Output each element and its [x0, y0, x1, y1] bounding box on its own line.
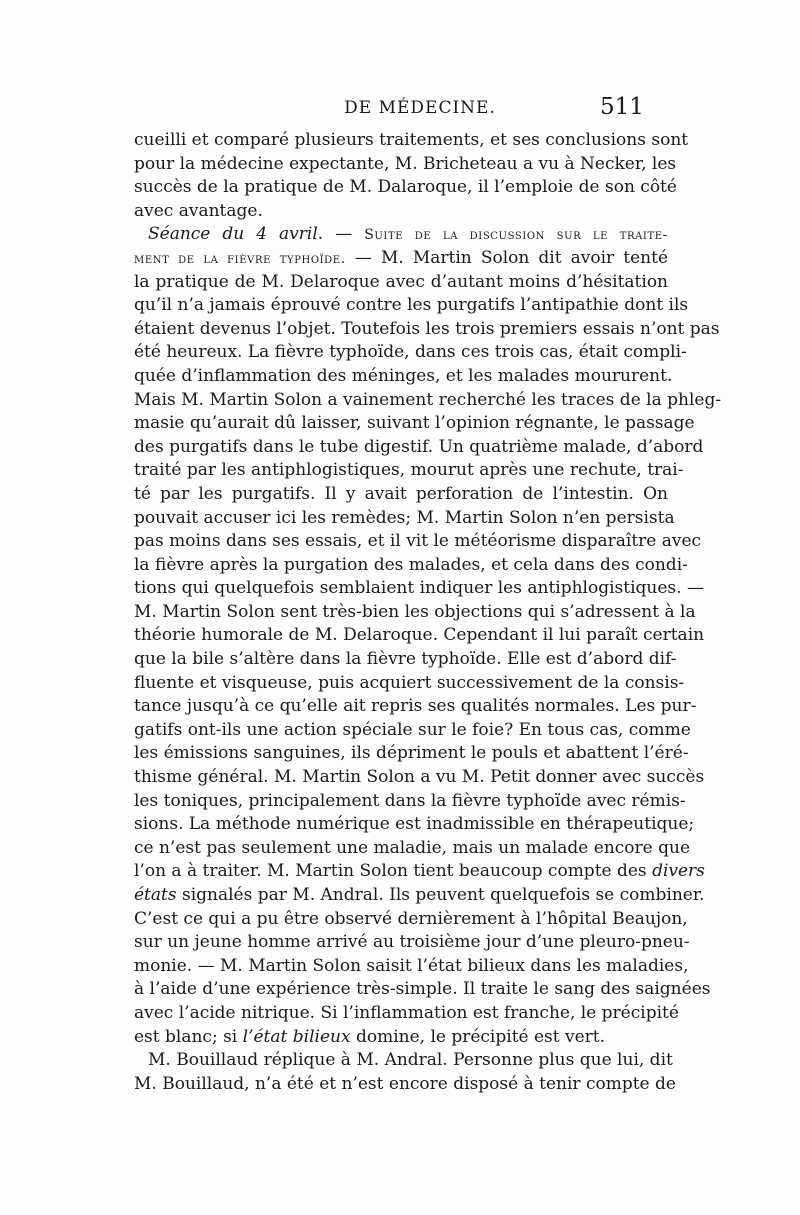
text-line: qu’il n’a jamais éprouvé contre les purgatifs l’antipathie dont ils: [134, 295, 689, 316]
text-line: avec l’acide nitrique. Si l’inflammation est franche, le précipité: [134, 1002, 679, 1023]
text-line: C’est ce qui a pu être observé dernièrement à l’hôpital Beaujon,: [134, 908, 688, 929]
text-line: [134, 1026, 668, 1050]
text-line: M. Bouillaud, n’a été et n’est encore disposé à tenir compte de: [134, 1073, 676, 1094]
text-line: étaient devenus l’objet. Toutefois les trois premiers essais n’ont pas: [134, 318, 720, 339]
text-line: thisme général. M. Martin Solon a vu M. Petit donner avec succès: [134, 767, 705, 788]
text-line: les émissions sanguines, ils dépriment le pouls et abattent l’éré-: [134, 743, 689, 764]
text-line: la pratique de M. Delaroque avec d’autant moins d’hésitation: [134, 271, 668, 292]
text-run: domine, le précipité est vert.: [350, 1026, 606, 1047]
text-line: pouvait accuser ici les remèdes; M. Martin Solon n’en persista: [134, 507, 675, 528]
text-line: fluente et visqueuse, puis acquiert successivement de la consis-: [134, 672, 685, 693]
text-line: té par les purgatifs. Il y avait perforation de l’intestin. On: [134, 483, 668, 504]
separator-dash: —: [323, 224, 365, 245]
text-line: théorie humorale de M. Delaroque. Cependant il lui paraît certain: [134, 625, 705, 646]
text-line: ce n’est pas seulement une maladie, mais un malade encore que: [134, 837, 691, 858]
body-text: [134, 129, 722, 1096]
text-line: été heureux. La fièvre typhoïde, dans ces trois cas, était compli-: [134, 342, 687, 363]
text-line: tance jusqu’à ce qu’elle ait repris ses qualités normales. Les pur-: [134, 696, 697, 717]
session-topic-continued: ment de la fièvre typhoïde.: [134, 250, 346, 267]
text-line-session-heading: [134, 247, 668, 271]
italic-run: divers: [652, 861, 705, 882]
text-line: monie. — M. Martin Solon saisit l’état bilieux dans les maladies,: [134, 955, 689, 976]
text-line: des purgatifs dans le tube digestif. Un quatrième malade, d’abord: [134, 436, 704, 457]
text-line: les toniques, principalement dans la fièvre typhoïde avec rémis-: [134, 790, 686, 811]
text-line: pas moins dans ses essais, et il vit le météorisme disparaître avec: [134, 531, 702, 552]
text-line: sur un jeune homme arrivé au troisième jour d’une pleuro-pneu-: [134, 932, 690, 953]
italic-run: l’état bilieux: [242, 1026, 351, 1047]
text-line-session-heading: [134, 223, 668, 247]
text-line: avec avantage.: [134, 200, 263, 221]
text-line: sions. La méthode numérique est inadmissible en thérapeutique;: [134, 814, 695, 835]
running-title: DE MÉDECINE.: [344, 98, 496, 118]
page-number: 511: [600, 94, 644, 120]
text-line: tions qui quelquefois semblaient indiquer les antiphlogistiques. —: [134, 578, 704, 599]
text-line: [134, 884, 705, 908]
text-line: gatifs ont-ils une action spéciale sur le foie? En tous cas, comme: [134, 719, 691, 740]
text-run: signalés par M. Andral. Ils peuvent quelquefois se combiner.: [176, 885, 705, 905]
text-line: cueilli et comparé plusieurs traitements, et ses conclusions sont: [134, 130, 689, 150]
session-topic: Suite de la discussion sur le traite-: [364, 227, 668, 244]
text-line: masie qu’aurait dû laisser, suivant l’opinion régnante, le passage: [134, 413, 695, 434]
session-date: Séance du 4 avril.: [148, 224, 324, 245]
italic-run: états: [134, 885, 177, 905]
text-line: succès de la pratique de M. Dalaroque, il l’emploie de son côté: [134, 177, 677, 198]
text-line: pour la médecine expectante, M. Bricheteau a vu à Necker, les: [134, 153, 677, 174]
text-line: [134, 860, 705, 884]
text-line: quée d’inflammation des méninges, et les malades moururent.: [134, 365, 673, 386]
text-run: l’on a à traiter. M. Martin Solon tient beaucoup compte des: [134, 861, 653, 882]
page-header: [0, 94, 800, 128]
text-line: Mais M. Martin Solon a vainement recherché les traces de la phleg-: [134, 389, 722, 410]
text-line-paragraph-start: M. Bouillaud réplique à M. Andral. Personne plus que lui, dit: [148, 1050, 673, 1071]
text-line: à l’aide d’une expérience très-simple. Il traite le sang des saignées: [134, 979, 711, 1000]
text-line: que la bile s’altère dans la fièvre typhoïde. Elle est d’abord dif-: [134, 649, 677, 670]
text-line: M. Martin Solon sent très-bien les objections qui s’adressent à la: [134, 601, 696, 622]
text-run: — M. Martin Solon dit avoir tenté: [345, 247, 669, 268]
text-line: la fièvre après la purgation des malades, et cela dans des condi-: [134, 554, 688, 575]
text-run: est blanc; si: [134, 1026, 243, 1047]
text-line: traité par les antiphlogistiques, mourut après une rechute, trai-: [134, 460, 684, 481]
